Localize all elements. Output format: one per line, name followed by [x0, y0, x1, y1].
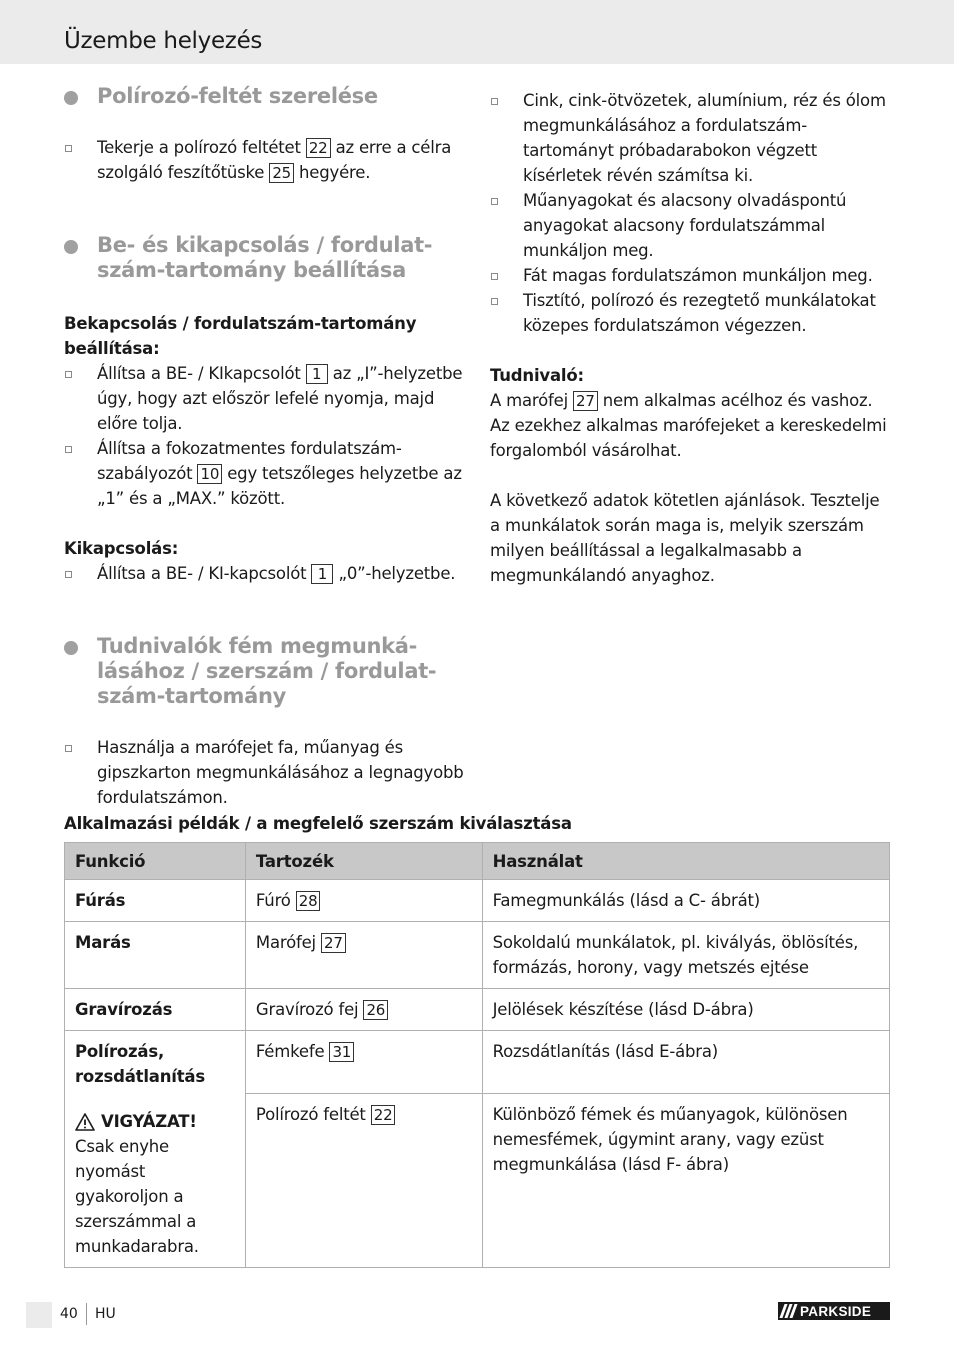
section-heading-on-off: Be- és kikapcsolás / fordulat- szám-tartomány beállítása	[64, 233, 474, 283]
reference-number: 10	[197, 464, 222, 484]
list-item: Állítsa a BE- / KIkapcsolót 1 az „I”-helyzetbe úgy, hogy azt először lefelé nyomja, majd előre tolja.	[64, 361, 474, 436]
note-title: Tudnivaló:	[490, 366, 584, 385]
right-column	[490, 88, 892, 588]
checkbox-square-icon	[65, 371, 72, 378]
list-item: Fát magas fordulatszámon munkáljon meg.	[490, 263, 892, 288]
reference-number: 22	[306, 138, 331, 158]
warning-title: VIGYÁZAT!	[75, 1109, 235, 1134]
brand-name: PARKSIDE	[800, 1303, 872, 1319]
accessory-cell: Gravírozó fej 26	[245, 989, 482, 1031]
subheading-switch-off: Kikapcsolás:	[64, 539, 179, 558]
column-header: Tartozék	[245, 843, 482, 880]
reference-number: 25	[269, 163, 294, 183]
section-heading-polishing-mount: Polírozó-feltét szerelése	[64, 84, 474, 109]
table-row	[65, 989, 890, 1031]
language-code: HU	[95, 1306, 116, 1322]
list-item: Állítsa a BE- / KI-kapcsolót 1 „0”-helyzetbe.	[64, 561, 474, 586]
checkbox-square-icon	[65, 446, 72, 453]
checkbox-square-icon	[65, 571, 72, 578]
reference-number: 22	[371, 1105, 396, 1125]
accessory-cell: Marófej 27	[245, 922, 482, 989]
table-row	[65, 922, 890, 989]
note-text: A marófej 27 nem alkalmas acélhoz és vashoz. Az ezekhez alkalmas marófejeket a kereskedelmi forgalomból vásárolhat.	[490, 391, 887, 460]
page-number: 40	[60, 1306, 78, 1322]
checkbox-square-icon	[491, 98, 498, 105]
bullet-dot-icon	[64, 641, 78, 655]
function-cell: Marás	[65, 922, 246, 989]
subheading-switch-on: Bekapcsolás / fordulatszám-tartomány beállítása:	[64, 314, 417, 358]
brand-logo	[778, 1302, 890, 1320]
table-row	[65, 1031, 890, 1094]
accessory-cell: Fúró 28	[245, 880, 482, 922]
reference-number: 27	[573, 391, 598, 411]
usage-cell: Jelölések készítése (lásd D-ábra)	[482, 989, 889, 1031]
list-item: Használja a marófejet fa, műanyag és gipszkarton megmunkálásához a legnagyobb fordulatszámon.	[64, 735, 474, 810]
table-row	[65, 880, 890, 922]
checkbox-square-icon	[65, 145, 72, 152]
reference-number: 28	[296, 891, 321, 911]
recommendation-paragraph: A következő adatok kötetlen ajánlások. Tesztelje a munkálatok során maga is, melyik szerszám milyen beállítással a legalkalmasabb a megmunkálandó anyaghoz.	[490, 491, 880, 585]
bullet-dot-icon	[64, 240, 78, 254]
checkbox-square-icon	[491, 298, 498, 305]
usage-cell: Különböző fémek és műanyagok, különösen nemesfémek, úgymint arany, vagy ezüst megmunkálása (lásd F- ábra)	[482, 1094, 889, 1268]
accessory-cell: Polírozó feltét 22	[245, 1094, 482, 1268]
reference-number: 26	[363, 1000, 388, 1020]
warning-text: Csak enyhe nyomást gyakoroljon a szerszámmal a munkadarabra.	[75, 1137, 199, 1256]
reference-number: 1	[311, 564, 333, 584]
function-cell: Gravírozás	[65, 989, 246, 1031]
function-cell: Polírozás, rozsdátlanítás VIGYÁZAT! Csak enyhe nyomást gyakoroljon a szerszámmal a munkadarabra.	[65, 1031, 246, 1268]
list-item: Műanyagokat és alacsony olvadáspontú anyagokat alacsony fordulatszámmal munkáljon meg.	[490, 188, 892, 263]
column-header: Használat	[482, 843, 889, 880]
usage-cell: Rozsdátlanítás (lásd E-ábra)	[482, 1031, 889, 1094]
left-column	[64, 84, 474, 810]
footer-divider	[86, 1303, 87, 1325]
checkbox-square-icon	[65, 745, 72, 752]
list-item: Állítsa a fokozatmentes fordulatszám-szabályozót 10 egy tetszőleges helyzetbe az „1” és a „MAX.” között.	[64, 436, 474, 511]
footer-marker	[26, 1302, 52, 1328]
bullet-dot-icon	[64, 91, 78, 105]
reference-number: 27	[321, 933, 346, 953]
accessory-cell: Fémkefe 31	[245, 1031, 482, 1094]
function-cell: Fúrás	[65, 880, 246, 922]
list-item: Tisztító, polírozó és rezegtető munkálatokat közepes fordulatszámon végezzen.	[490, 288, 892, 338]
page-title: Üzembe helyezés	[64, 28, 263, 54]
applications-table	[64, 842, 890, 1268]
list-item: Cink, cink-ötvözetek, alumínium, réz és ólom megmunkálásához a fordulatszám-tartományt próbadarabokon végzett kísérletek révén számítsa ki.	[490, 88, 892, 188]
column-header: Funkció	[65, 843, 246, 880]
checkbox-square-icon	[491, 198, 498, 205]
list-item: Tekerje a polírozó feltétet 22 az erre a célra szolgáló feszítőtüske 25 hegyére.	[64, 135, 474, 185]
table-caption: Alkalmazási példák / a megfelelő szerszám kiválasztása	[64, 814, 572, 833]
warning-triangle-icon	[75, 1113, 95, 1131]
reference-number: 1	[306, 364, 328, 384]
table-header-row	[65, 843, 890, 880]
reference-number: 31	[329, 1042, 354, 1062]
section-heading-metal-notes: Tudnivalók fém megmunká- lásához / szerszám / fordulat- szám-tartomány	[64, 634, 474, 709]
usage-cell: Famegmunkálás (lásd a C- ábrát)	[482, 880, 889, 922]
usage-cell: Sokoldalú munkálatok, pl. kivályás, öblösítés, formázás, horony, vagy metszés ejtése	[482, 922, 889, 989]
logo-stripes-icon	[778, 1302, 800, 1320]
checkbox-square-icon	[491, 273, 498, 280]
